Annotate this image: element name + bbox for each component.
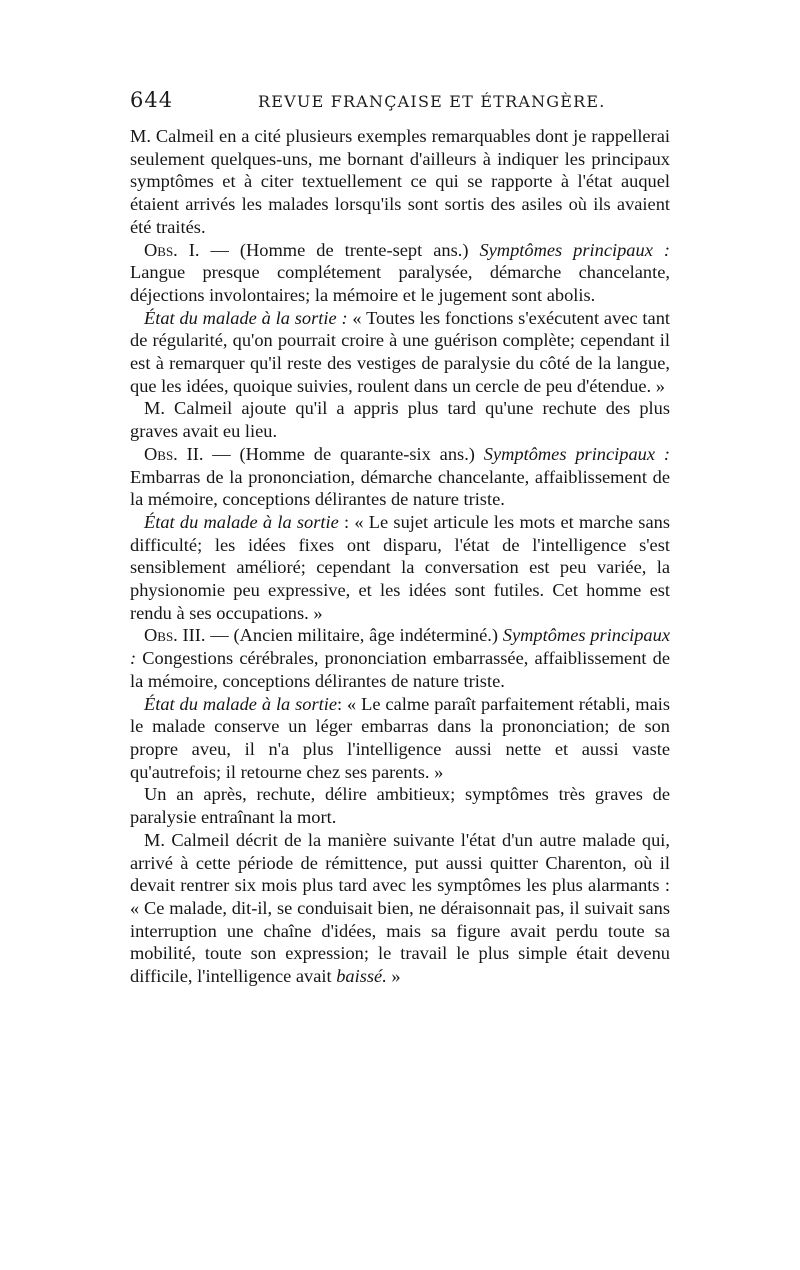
obs-label: Obs. III. (144, 625, 206, 646)
symptoms-label: Symptômes principaux : (483, 443, 670, 464)
exit-state-text: « Toutes les fonctions s'exécutent avec tant de régularité, qu'on pourrait croire à une guérison complète; cependant il est à remarquer qu'il reste des vestiges de paralysie du côté de la langue, que les idées, quoique suivies, roulent dans un cercle de peu d'étendue. » (130, 307, 670, 396)
observation-3-exit-paragraph (130, 693, 670, 784)
observation-3-paragraph (130, 624, 670, 692)
obs-label: Obs. II. (144, 443, 204, 464)
exit-state-label: État du malade à la sortie (144, 511, 339, 532)
symptoms-label: Symptômes principaux : (130, 625, 670, 669)
exit-state-text: : « Le calme paraît parfaitement rétabli, mais le malade conserve un léger embarras dans la prononciation; de son propre aveu, il n'a plus l'intelligence aussi nette et aussi vaste qu'autrefois; il retourne chez ses parents. » (130, 693, 670, 782)
obs-label: Obs. I. (144, 239, 200, 260)
exit-state-text: : « Le sujet articule les mots et marche sans difficulté; les idées fixes ont disparu, l'état de l'intelligence s'est sensiblement amélioré; cependant la conversation est peu variée, la physionomie peu expressive, et les idées sont futiles. Cet homme est rendu à ses occupations. » (130, 511, 670, 623)
obs-case: (Homme de quarante-six ans.) (239, 443, 484, 464)
symptoms-label: Symptômes principaux : (479, 239, 670, 260)
relapse-paragraph: M. Calmeil ajoute qu'il a appris plus tard qu'une rechute des plus graves avait eu lieu. (130, 398, 670, 442)
exit-state-label: État du malade à la sortie : (144, 307, 348, 328)
symptoms-text: Embarras de la prononciation, démarche chancelante, affaiblissement de la mémoire, conceptions délirantes de nature triste. (130, 466, 670, 510)
running-title: REVUE FRANÇAISE ET ÉTRANGÈRE. (258, 92, 606, 111)
obs-case: (Ancien militaire, âge indéterminé.) (233, 625, 503, 646)
obs-dash: — (199, 239, 240, 260)
relapse-death-paragraph: Un an après, rechute, délire ambitieux; symptômes très graves de paralysie entraînant la mort. (130, 784, 670, 828)
symptoms-text: Langue presque complétement paralysée, démarche chancelante, déjections involontaires; la mémoire et le jugement sont abolis. (130, 262, 670, 305)
exit-state-label: État du malade à la sortie (144, 693, 338, 714)
observation-2-paragraph (130, 443, 670, 511)
symptoms-text: Congestions cérébrales, prononciation embarrassée, affaiblissement de la mémoire, conceptions délirantes de nature triste. (130, 648, 670, 691)
final-case-text: M. Calmeil décrit de la manière suivante l'état d'un autre malade qui, arrivé à cette période de rémittence, put aussi quitter Charenton, où il devait rentrer six mois plus tard avec les symptômes les plus alarmants : « Ce malade, dit-il, se conduisait bien, ne déraisonnait pas, il suivait sans interruption une chaîne d'idées, mais sa figure avait perdu toute sa mobilité, toute son expression; le travail le plus simple était devenu difficile, l'intelligence avait (130, 829, 670, 987)
intro-paragraph: M. Calmeil en a cité plusieurs exemples remarquables dont je rappellerai seulement quelques-uns, me bornant d'ailleurs à indiquer les principaux symptômes et à citer textuellement ce qui se rapporte à l'état auquel étaient arrivés les malades lorsqu'ils sont sortis des asiles où ils avaient été traités. (130, 126, 670, 237)
body-text (130, 125, 670, 988)
final-case-paragraph (130, 829, 670, 988)
obs-dash: — (205, 625, 234, 646)
observation-2-exit-paragraph (130, 511, 670, 625)
observation-1-paragraph (130, 239, 670, 307)
obs-dash: — (203, 443, 240, 464)
page-header (128, 88, 668, 118)
observation-1-exit-paragraph (130, 307, 670, 398)
final-case-italic: baissé. (336, 966, 387, 987)
obs-case: (Homme de trente-sept ans.) (239, 239, 480, 260)
page-number: 644 (130, 88, 174, 112)
final-case-end: » (386, 966, 401, 987)
